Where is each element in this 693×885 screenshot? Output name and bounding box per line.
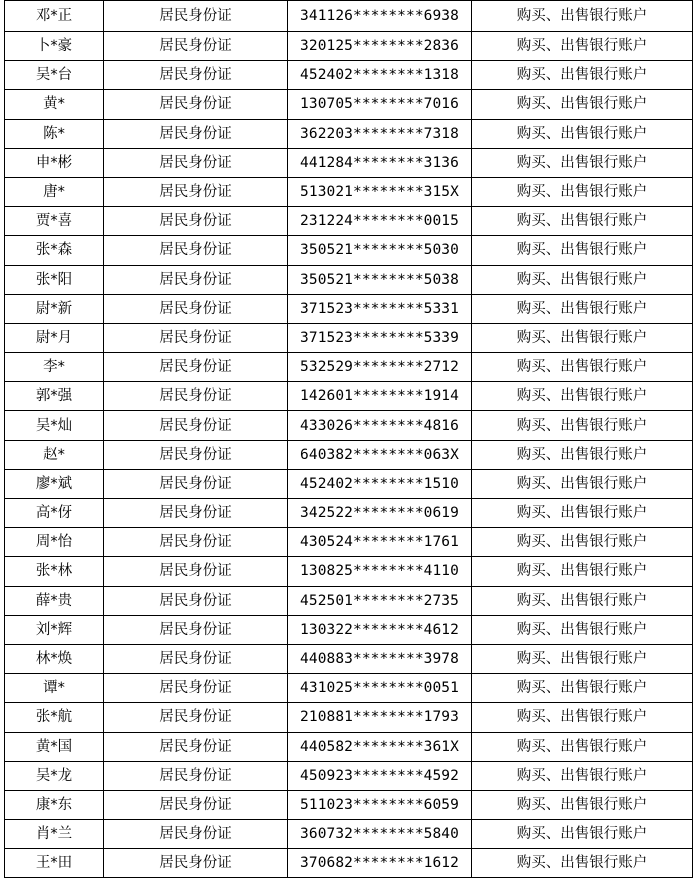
cell-id-number: 341126********6938 bbox=[288, 1, 472, 32]
table-row bbox=[5, 323, 693, 352]
cell-document-type: 居民身份证 bbox=[104, 1, 288, 32]
cell-violation: 购买、出售银行账户 bbox=[472, 820, 693, 849]
cell-id-number: 440582********361X bbox=[288, 732, 472, 761]
cell-document-type: 居民身份证 bbox=[104, 790, 288, 819]
cell-violation: 购买、出售银行账户 bbox=[472, 761, 693, 790]
cell-name: 郭*强 bbox=[5, 382, 104, 411]
cell-violation: 购买、出售银行账户 bbox=[472, 528, 693, 557]
table-row bbox=[5, 411, 693, 440]
table-row bbox=[5, 674, 693, 703]
cell-document-type: 居民身份证 bbox=[104, 148, 288, 177]
cell-document-type: 居民身份证 bbox=[104, 557, 288, 586]
cell-id-number: 350521********5030 bbox=[288, 236, 472, 265]
cell-document-type: 居民身份证 bbox=[104, 528, 288, 557]
cell-document-type: 居民身份证 bbox=[104, 469, 288, 498]
table-row bbox=[5, 761, 693, 790]
table-row bbox=[5, 32, 693, 61]
cell-name: 申*彬 bbox=[5, 148, 104, 177]
cell-name: 吴*台 bbox=[5, 61, 104, 90]
table-row bbox=[5, 61, 693, 90]
cell-name: 赵* bbox=[5, 440, 104, 469]
cell-document-type: 居民身份证 bbox=[104, 732, 288, 761]
cell-name: 李* bbox=[5, 353, 104, 382]
cell-name: 唐* bbox=[5, 177, 104, 206]
cell-name: 刘*辉 bbox=[5, 615, 104, 644]
table-row bbox=[5, 644, 693, 673]
cell-violation: 购买、出售银行账户 bbox=[472, 323, 693, 352]
cell-violation: 购买、出售银行账户 bbox=[472, 440, 693, 469]
cell-id-number: 511023********6059 bbox=[288, 790, 472, 819]
cell-violation: 购买、出售银行账户 bbox=[472, 557, 693, 586]
cell-violation: 购买、出售银行账户 bbox=[472, 207, 693, 236]
cell-document-type: 居民身份证 bbox=[104, 382, 288, 411]
cell-document-type: 居民身份证 bbox=[104, 820, 288, 849]
table-row bbox=[5, 440, 693, 469]
cell-name: 吴*灿 bbox=[5, 411, 104, 440]
cell-id-number: 362203********7318 bbox=[288, 119, 472, 148]
cell-name: 肖*兰 bbox=[5, 820, 104, 849]
cell-document-type: 居民身份证 bbox=[104, 703, 288, 732]
cell-name: 林*焕 bbox=[5, 644, 104, 673]
cell-id-number: 441284********3136 bbox=[288, 148, 472, 177]
records-table bbox=[4, 0, 693, 878]
table-row bbox=[5, 499, 693, 528]
cell-document-type: 居民身份证 bbox=[104, 440, 288, 469]
cell-id-number: 532529********2712 bbox=[288, 353, 472, 382]
table-row bbox=[5, 469, 693, 498]
cell-id-number: 371523********5331 bbox=[288, 294, 472, 323]
cell-name: 高*伢 bbox=[5, 499, 104, 528]
table-row bbox=[5, 148, 693, 177]
cell-document-type: 居民身份证 bbox=[104, 265, 288, 294]
cell-id-number: 342522********0619 bbox=[288, 499, 472, 528]
cell-document-type: 居民身份证 bbox=[104, 644, 288, 673]
cell-document-type: 居民身份证 bbox=[104, 353, 288, 382]
cell-violation: 购买、出售银行账户 bbox=[472, 294, 693, 323]
cell-name: 廖*斌 bbox=[5, 469, 104, 498]
table-row bbox=[5, 586, 693, 615]
cell-name: 尉*月 bbox=[5, 323, 104, 352]
cell-id-number: 130825********4110 bbox=[288, 557, 472, 586]
cell-violation: 购买、出售银行账户 bbox=[472, 61, 693, 90]
cell-name: 吴*龙 bbox=[5, 761, 104, 790]
cell-violation: 购买、出售银行账户 bbox=[472, 644, 693, 673]
cell-document-type: 居民身份证 bbox=[104, 177, 288, 206]
cell-id-number: 370682********1612 bbox=[288, 849, 472, 878]
cell-name: 张*林 bbox=[5, 557, 104, 586]
cell-id-number: 452501********2735 bbox=[288, 586, 472, 615]
cell-id-number: 430524********1761 bbox=[288, 528, 472, 557]
cell-violation: 购买、出售银行账户 bbox=[472, 790, 693, 819]
cell-violation: 购买、出售银行账户 bbox=[472, 177, 693, 206]
cell-violation: 购买、出售银行账户 bbox=[472, 586, 693, 615]
cell-id-number: 433026********4816 bbox=[288, 411, 472, 440]
cell-document-type: 居民身份证 bbox=[104, 499, 288, 528]
cell-id-number: 640382********063X bbox=[288, 440, 472, 469]
cell-name: 康*东 bbox=[5, 790, 104, 819]
cell-id-number: 452402********1318 bbox=[288, 61, 472, 90]
table-row bbox=[5, 1, 693, 32]
cell-violation: 购买、出售银行账户 bbox=[472, 353, 693, 382]
table-row bbox=[5, 849, 693, 878]
cell-id-number: 431025********0051 bbox=[288, 674, 472, 703]
table-row bbox=[5, 90, 693, 119]
cell-id-number: 142601********1914 bbox=[288, 382, 472, 411]
table-row bbox=[5, 119, 693, 148]
cell-document-type: 居民身份证 bbox=[104, 61, 288, 90]
cell-violation: 购买、出售银行账户 bbox=[472, 90, 693, 119]
cell-violation: 购买、出售银行账户 bbox=[472, 1, 693, 32]
cell-name: 黄*国 bbox=[5, 732, 104, 761]
cell-violation: 购买、出售银行账户 bbox=[472, 674, 693, 703]
cell-id-number: 130322********4612 bbox=[288, 615, 472, 644]
cell-document-type: 居民身份证 bbox=[104, 236, 288, 265]
cell-name: 薛*贵 bbox=[5, 586, 104, 615]
cell-name: 张*航 bbox=[5, 703, 104, 732]
cell-document-type: 居民身份证 bbox=[104, 674, 288, 703]
cell-violation: 购买、出售银行账户 bbox=[472, 236, 693, 265]
cell-document-type: 居民身份证 bbox=[104, 849, 288, 878]
cell-document-type: 居民身份证 bbox=[104, 323, 288, 352]
cell-name: 贾*喜 bbox=[5, 207, 104, 236]
cell-violation: 购买、出售银行账户 bbox=[472, 615, 693, 644]
cell-document-type: 居民身份证 bbox=[104, 90, 288, 119]
cell-document-type: 居民身份证 bbox=[104, 586, 288, 615]
cell-id-number: 350521********5038 bbox=[288, 265, 472, 294]
cell-document-type: 居民身份证 bbox=[104, 615, 288, 644]
cell-document-type: 居民身份证 bbox=[104, 761, 288, 790]
cell-name: 卜*豪 bbox=[5, 32, 104, 61]
cell-name: 张*阳 bbox=[5, 265, 104, 294]
cell-name: 陈* bbox=[5, 119, 104, 148]
table-row bbox=[5, 790, 693, 819]
cell-violation: 购买、出售银行账户 bbox=[472, 411, 693, 440]
cell-name: 周*怡 bbox=[5, 528, 104, 557]
cell-document-type: 居民身份证 bbox=[104, 411, 288, 440]
cell-name: 尉*新 bbox=[5, 294, 104, 323]
cell-id-number: 210881********1793 bbox=[288, 703, 472, 732]
cell-name: 邓*正 bbox=[5, 1, 104, 32]
table-row bbox=[5, 557, 693, 586]
cell-name: 王*田 bbox=[5, 849, 104, 878]
cell-violation: 购买、出售银行账户 bbox=[472, 703, 693, 732]
cell-violation: 购买、出售银行账户 bbox=[472, 119, 693, 148]
cell-name: 谭* bbox=[5, 674, 104, 703]
table-row bbox=[5, 732, 693, 761]
table-row bbox=[5, 703, 693, 732]
cell-name: 黄* bbox=[5, 90, 104, 119]
table-row bbox=[5, 353, 693, 382]
table-row bbox=[5, 528, 693, 557]
table-row bbox=[5, 236, 693, 265]
table-row bbox=[5, 207, 693, 236]
cell-id-number: 440883********3978 bbox=[288, 644, 472, 673]
cell-id-number: 450923********4592 bbox=[288, 761, 472, 790]
cell-violation: 购买、出售银行账户 bbox=[472, 148, 693, 177]
table-row bbox=[5, 820, 693, 849]
cell-document-type: 居民身份证 bbox=[104, 32, 288, 61]
table-row bbox=[5, 265, 693, 294]
cell-violation: 购买、出售银行账户 bbox=[472, 265, 693, 294]
cell-id-number: 231224********0015 bbox=[288, 207, 472, 236]
cell-document-type: 居民身份证 bbox=[104, 294, 288, 323]
table-row bbox=[5, 382, 693, 411]
cell-document-type: 居民身份证 bbox=[104, 119, 288, 148]
cell-violation: 购买、出售银行账户 bbox=[472, 499, 693, 528]
cell-violation: 购买、出售银行账户 bbox=[472, 732, 693, 761]
table-row bbox=[5, 615, 693, 644]
cell-id-number: 513021********315X bbox=[288, 177, 472, 206]
table-row bbox=[5, 177, 693, 206]
cell-id-number: 130705********7016 bbox=[288, 90, 472, 119]
cell-id-number: 360732********5840 bbox=[288, 820, 472, 849]
cell-id-number: 452402********1510 bbox=[288, 469, 472, 498]
cell-violation: 购买、出售银行账户 bbox=[472, 469, 693, 498]
cell-violation: 购买、出售银行账户 bbox=[472, 849, 693, 878]
records-table-body bbox=[5, 1, 693, 878]
table-row bbox=[5, 294, 693, 323]
cell-id-number: 371523********5339 bbox=[288, 323, 472, 352]
cell-violation: 购买、出售银行账户 bbox=[472, 32, 693, 61]
cell-id-number: 320125********2836 bbox=[288, 32, 472, 61]
cell-name: 张*森 bbox=[5, 236, 104, 265]
cell-violation: 购买、出售银行账户 bbox=[472, 382, 693, 411]
cell-document-type: 居民身份证 bbox=[104, 207, 288, 236]
